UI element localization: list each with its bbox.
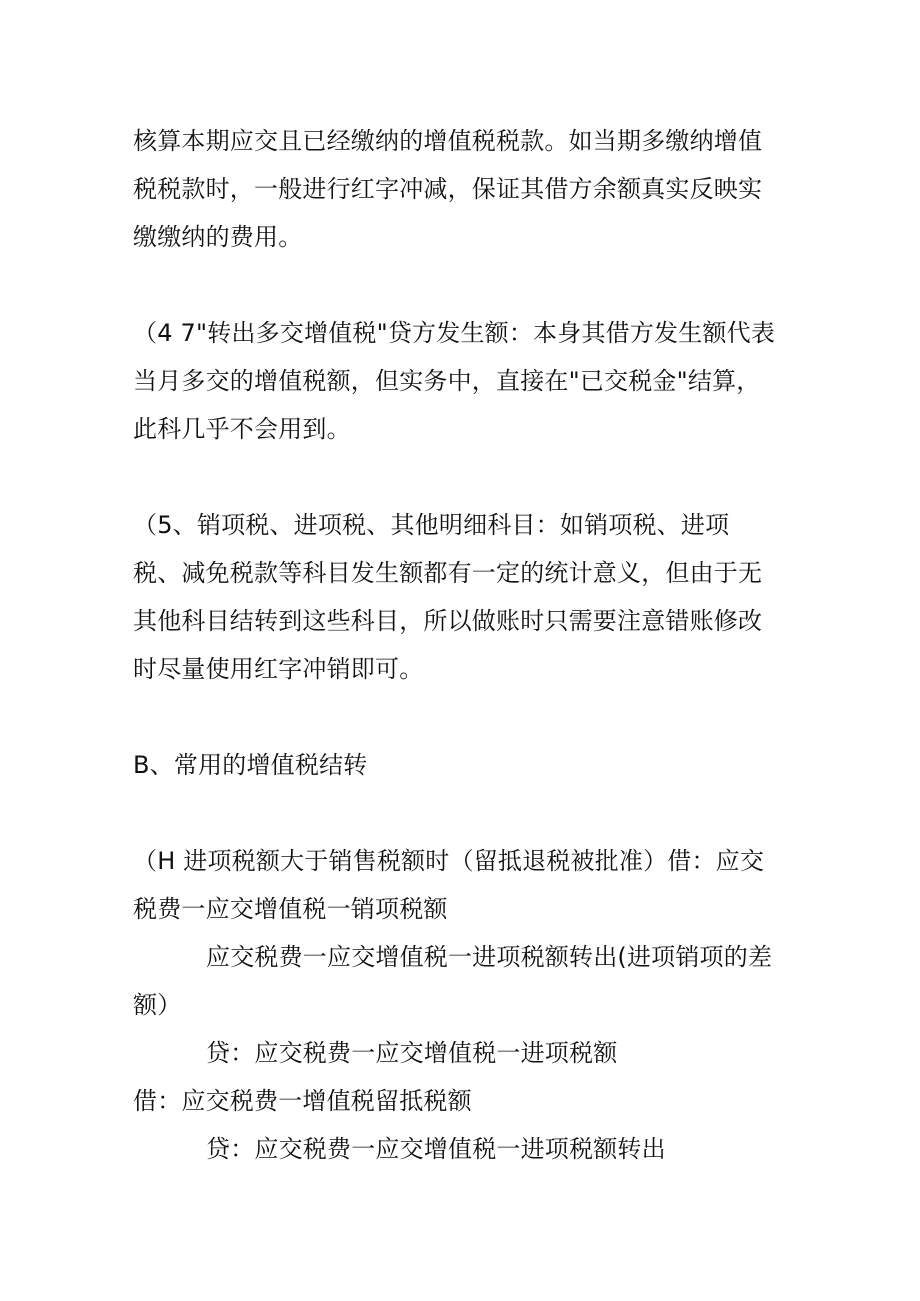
paragraph-4-line-4: 额）: [133, 991, 182, 1019]
paragraph-1-line-1: 核算本期应交且已经缴纳的增值税税款。如当期多缴纳增值: [133, 127, 763, 155]
paragraph-4-line-3: 应交税费一应交增值税一进项税额转出(进项销项的差: [206, 943, 773, 971]
paragraph-2-line-3: 此科几乎不会用到。: [133, 415, 351, 443]
paragraph-2-line-2: 当月多交的增值税额，但实务中，直接在"已交税金"结算，: [133, 367, 761, 395]
paragraph-4-line-5: 贷：应交税费一应交增值税一进项税额: [206, 1039, 618, 1067]
paragraph-3-line-3: 其他科目结转到这些科目，所以做账时只需要注意错账修改: [133, 607, 763, 635]
paragraph-1-line-3: 缴缴纳的费用。: [133, 223, 303, 251]
paragraph-4-line-6: 借：应交税费一增值税留抵税额: [133, 1087, 472, 1115]
paragraph-4-line-2: 税费一应交增值税一销项税额: [133, 895, 448, 923]
paragraph-4-line-7: 贷：应交税费一应交增值税一进项税额转出: [206, 1135, 666, 1163]
paragraph-2-line-1: （4 7"转出多交增值税"贷方发生额：本身其借方发生额代表: [133, 319, 776, 347]
paragraph-3-line-4: 时尽量使用红字冲销即可。: [133, 655, 424, 683]
paragraph-3-line-1: （5、销项税、进项税、其他明细科目：如销项税、进项: [133, 511, 730, 539]
paragraph-1-line-2: 税税款时，一般进行红字冲减，保证其借方余额真实反映实: [133, 175, 763, 203]
paragraph-3-line-2: 税、减免税款等科目发生额都有一定的统计意义，但由于无: [133, 559, 763, 587]
paragraph-4-line-1: （H 进项税额大于销售税额时（留抵退税被批准）借：应交: [133, 847, 765, 875]
section-heading: B、常用的增值税结转: [133, 751, 368, 779]
